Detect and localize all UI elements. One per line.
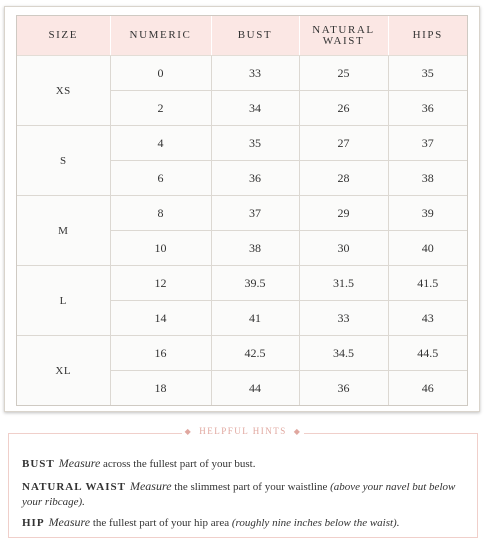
size-cell: XL (17, 336, 110, 406)
waist-cell: 34.5 (299, 336, 388, 371)
helpful-hints-title: ◆ HELPFUL HINTS ◆ (9, 426, 477, 436)
bust-cell: 38 (211, 231, 299, 266)
hips-cell: 37 (388, 126, 467, 161)
hips-cell: 36 (388, 91, 467, 126)
numeric-cell: 8 (110, 196, 211, 231)
waist-cell: 30 (299, 231, 388, 266)
header-size: SIZE (17, 16, 110, 56)
numeric-cell: 18 (110, 371, 211, 406)
bust-cell: 35 (211, 126, 299, 161)
waist-cell: 25 (299, 56, 388, 91)
size-cell: L (17, 266, 110, 336)
bust-cell: 36 (211, 161, 299, 196)
table-row (17, 196, 467, 231)
numeric-cell: 6 (110, 161, 211, 196)
diamond-icon: ◆ (182, 427, 196, 436)
table-row (17, 126, 467, 161)
hips-cell: 39 (388, 196, 467, 231)
waist-cell: 31.5 (299, 266, 388, 301)
hint-natural-waist: NATURAL WAIST Measure the slimmest part of your waistline (above your navel but below your ribcage). (22, 479, 456, 508)
table-row (17, 56, 467, 91)
waist-cell: 29 (299, 196, 388, 231)
size-cell: M (17, 196, 110, 266)
numeric-cell: 4 (110, 126, 211, 161)
hips-cell: 35 (388, 56, 467, 91)
bust-cell: 37 (211, 196, 299, 231)
size-chart-frame (16, 15, 468, 406)
hips-cell: 44.5 (388, 336, 467, 371)
bust-cell: 34 (211, 91, 299, 126)
header-hips: HIPS (388, 16, 467, 56)
waist-cell: 36 (299, 371, 388, 406)
numeric-cell: 16 (110, 336, 211, 371)
hint-bust: BUST Measure across the fullest part of your bust. (22, 456, 256, 470)
header-bust: BUST (211, 16, 299, 56)
waist-cell: 28 (299, 161, 388, 196)
helpful-hints-box (8, 426, 478, 538)
header-natural-waist: NATURAL WAIST (299, 16, 388, 56)
size-cell: XS (17, 56, 110, 126)
table-row (17, 336, 467, 371)
bust-cell: 44 (211, 371, 299, 406)
hint-hip: HIP Measure the fullest part of your hip area (roughly nine inches below the waist). (22, 515, 400, 529)
table-row (17, 266, 467, 301)
size-chart-table (17, 16, 467, 405)
numeric-cell: 12 (110, 266, 211, 301)
waist-cell: 27 (299, 126, 388, 161)
numeric-cell: 10 (110, 231, 211, 266)
bust-cell: 33 (211, 56, 299, 91)
hips-cell: 41.5 (388, 266, 467, 301)
bust-cell: 41 (211, 301, 299, 336)
bust-cell: 39.5 (211, 266, 299, 301)
numeric-cell: 2 (110, 91, 211, 126)
table-header-row (17, 16, 467, 56)
size-chart-card (4, 6, 480, 412)
hips-cell: 38 (388, 161, 467, 196)
waist-cell: 26 (299, 91, 388, 126)
waist-cell: 33 (299, 301, 388, 336)
table-body (17, 56, 467, 406)
bust-cell: 42.5 (211, 336, 299, 371)
diamond-icon: ◆ (291, 427, 305, 436)
numeric-cell: 14 (110, 301, 211, 336)
size-cell: S (17, 126, 110, 196)
hips-cell: 43 (388, 301, 467, 336)
hips-cell: 46 (388, 371, 467, 406)
numeric-cell: 0 (110, 56, 211, 91)
header-numeric: NUMERIC (110, 16, 211, 56)
hips-cell: 40 (388, 231, 467, 266)
